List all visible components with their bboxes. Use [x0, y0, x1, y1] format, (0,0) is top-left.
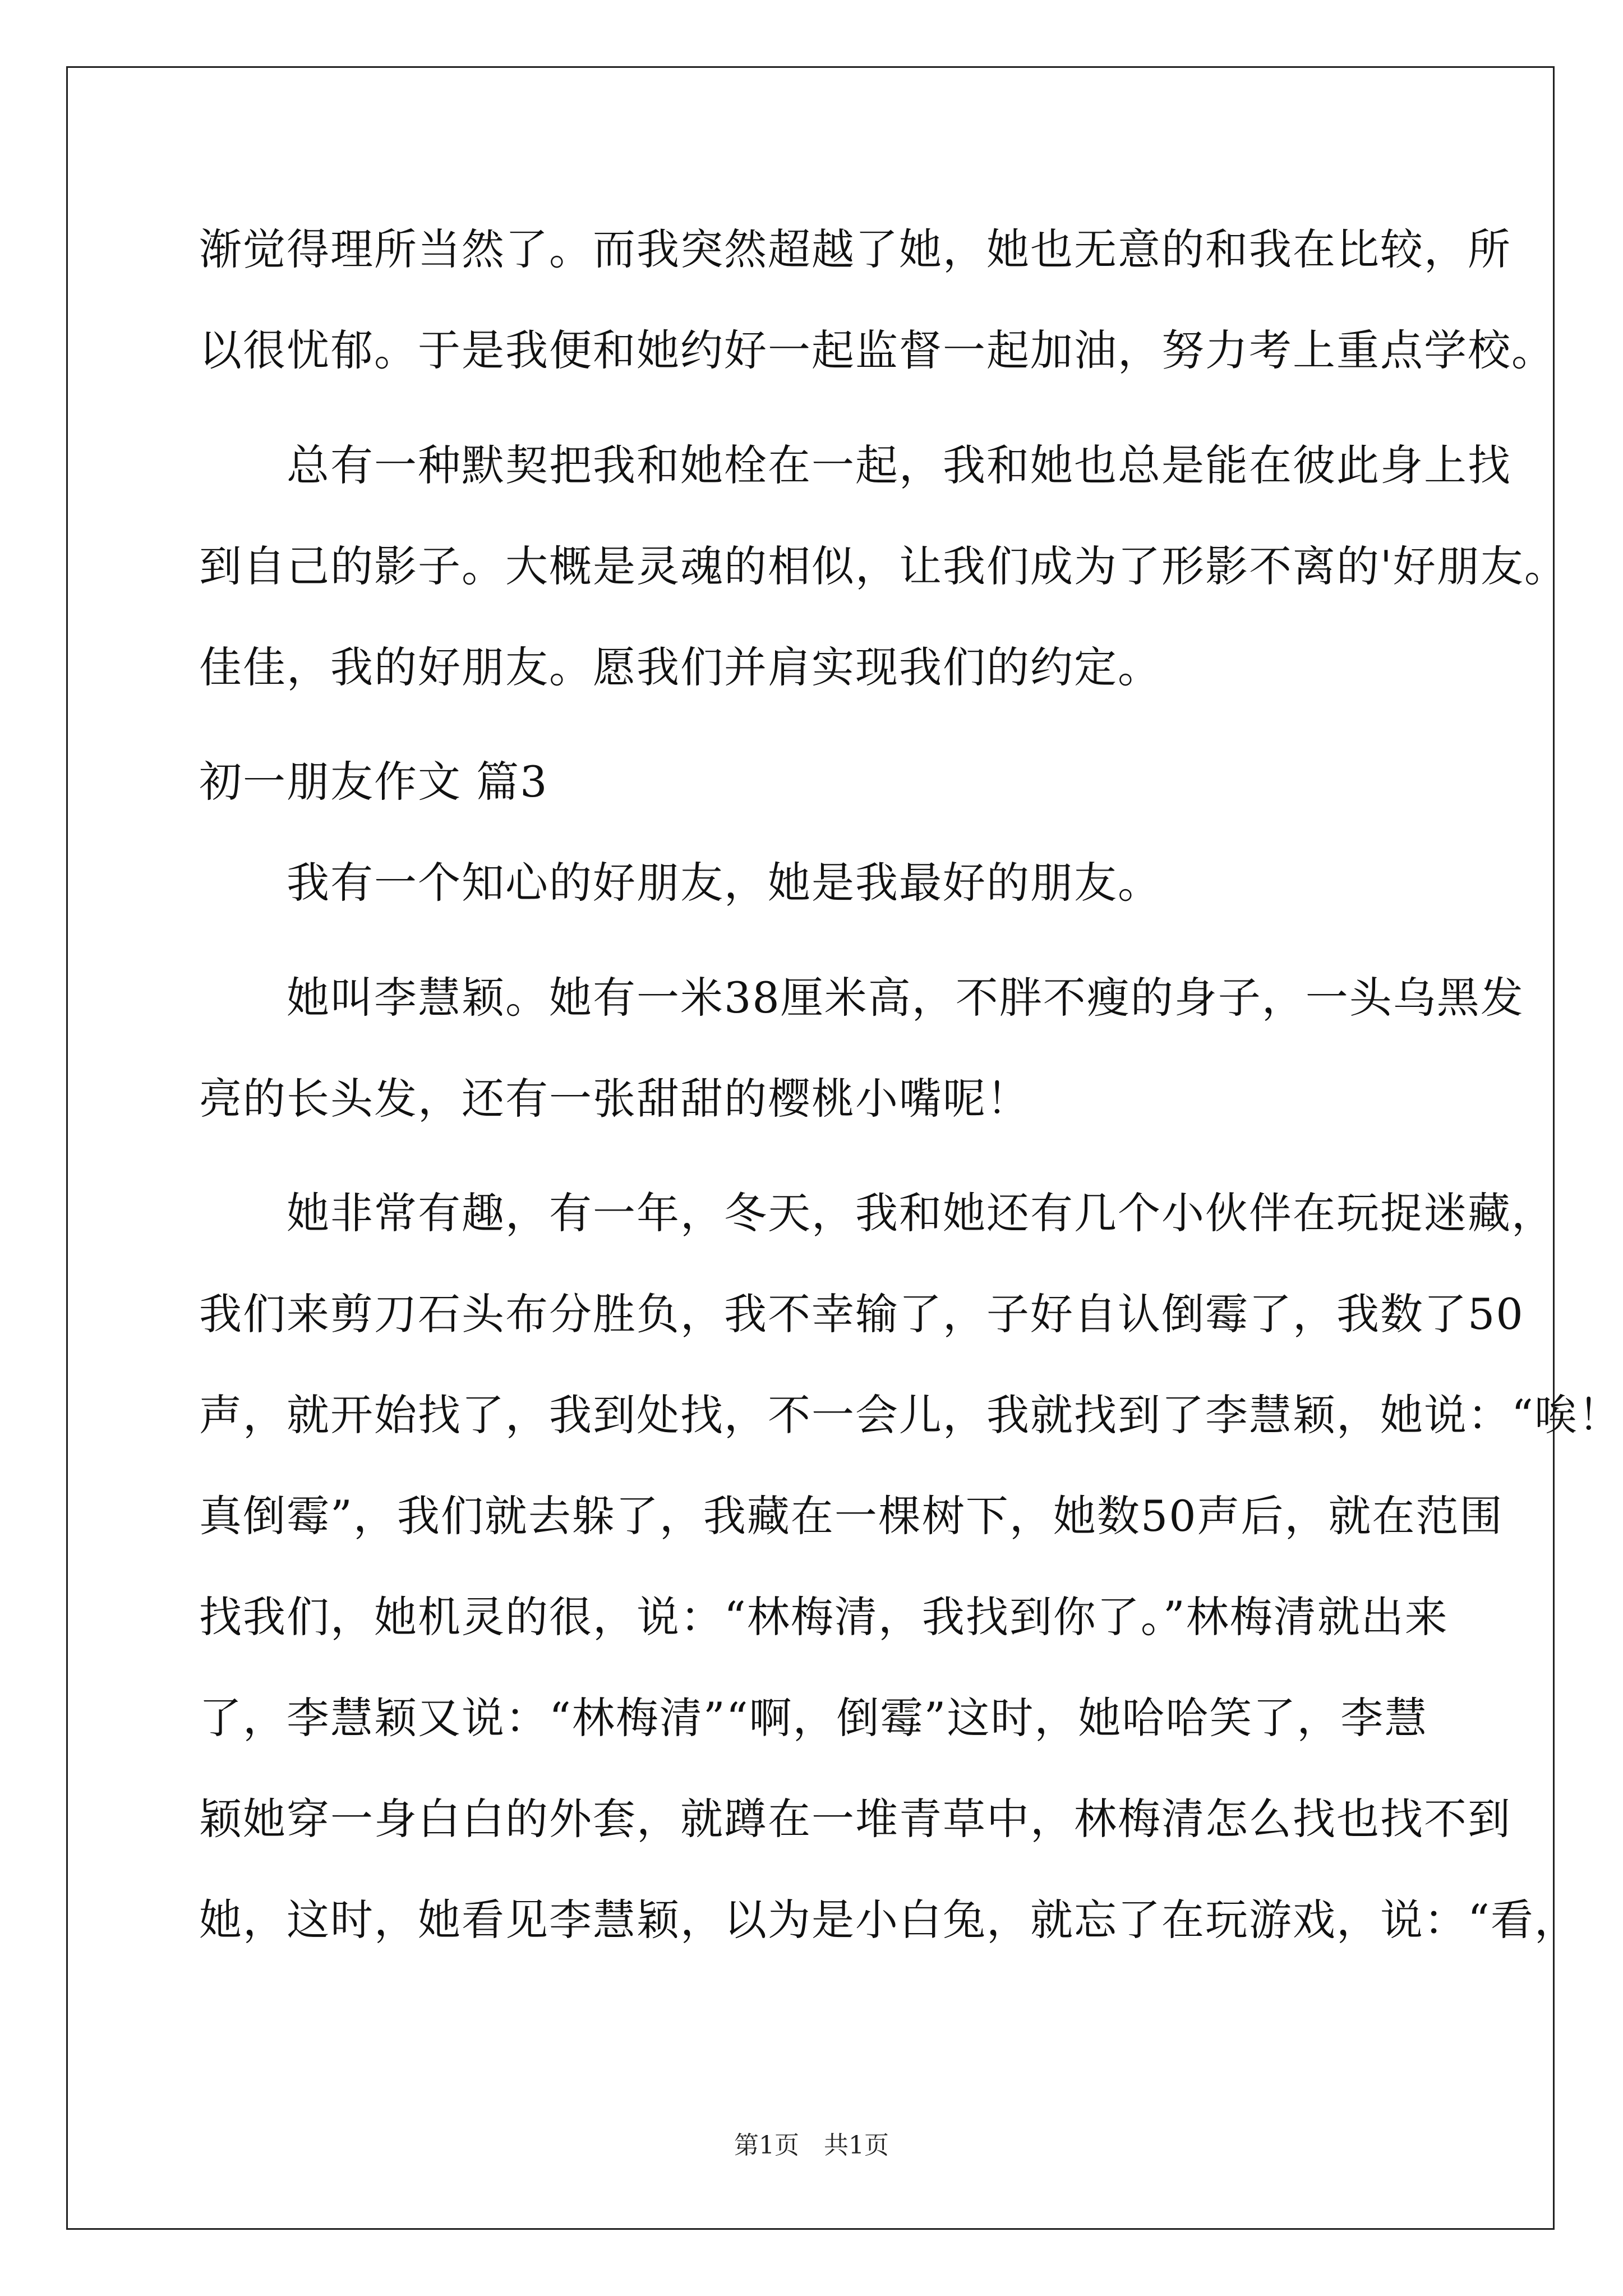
text-line: 颖她穿一身白白的外套，就蹲在一堆青草中，林梅清怎么找也找不到	[199, 1794, 1511, 1844]
text-line: 她，这时，她看见李慧颖，以为是小白兔，就忘了在玩游戏，说：“看，	[199, 1895, 1578, 1945]
text-line: 她非常有趣，有一年，冬天，我和她还有几个小伙伴在玩捉迷藏，	[199, 1188, 1555, 1238]
text-line: 渐觉得理所当然了。而我突然超越了她，她也无意的和我在比较，所	[199, 224, 1511, 274]
text-line: 亮的长头发，还有一张甜甜的樱桃小嘴呢！	[199, 1074, 1030, 1124]
text-line: 以很忧郁。于是我便和她约好一起监督一起加油，努力考上重点学校。	[199, 325, 1555, 375]
section-heading: 初一朋友作文 篇3	[199, 757, 548, 807]
page-number: 第1页 共1页	[734, 2131, 889, 2160]
text-line: 声，就开始找了，我到处找，不一会儿，我就找到了李慧颖，她说：“唉！	[199, 1390, 1622, 1440]
text-line: 总有一种默契把我和她栓在一起，我和她也总是能在彼此身上找	[199, 440, 1511, 490]
text-line: 佳佳，我的好朋友。愿我们并肩实现我们的约定。	[199, 642, 1161, 692]
text-line: 找我们，她机灵的很，说：“林梅清，我找到你了。”林梅清就出来	[199, 1592, 1449, 1642]
text-line: 了，李慧颖又说：“林梅清”“啊，倒霉”这时，她哈哈笑了，李慧	[199, 1693, 1428, 1743]
text-line: 我们来剪刀石头布分胜负，我不幸输了，子好自认倒霉了，我数了50	[199, 1289, 1524, 1339]
text-line: 到自己的影子。大概是灵魂的相似，让我们成为了形影不离的'好朋友。	[199, 541, 1568, 591]
text-line: 她叫李慧颖。她有一米38厘米高，不胖不瘦的身子，一头乌黑发	[199, 973, 1524, 1023]
text-line: 真倒霉”，我们就去躲了，我藏在一棵树下，她数50声后，就在范围	[199, 1491, 1504, 1541]
text-line: 我有一个知心的好朋友，她是我最好的朋友。	[199, 858, 1161, 908]
